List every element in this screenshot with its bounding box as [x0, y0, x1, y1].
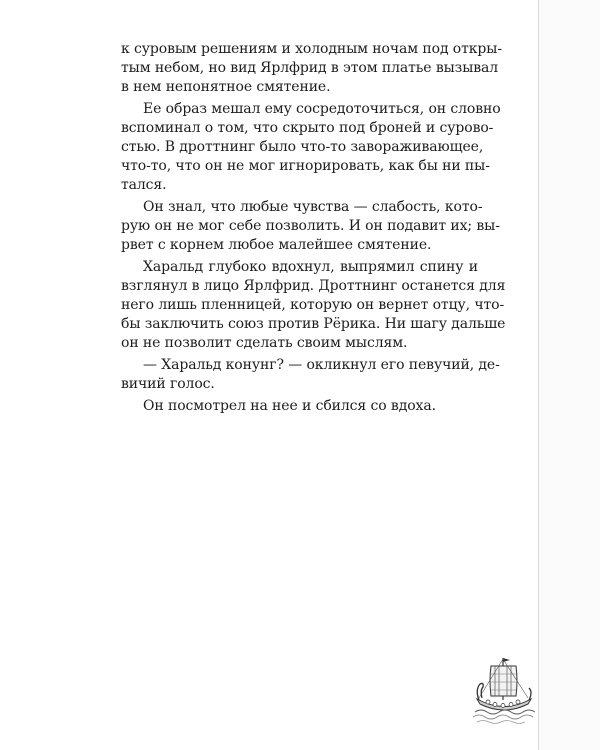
- paragraph-2: [121, 100, 501, 195]
- text-line: — Харальд конунг? — окликнул его певучий, де-: [143, 357, 500, 373]
- paragraph-4: [121, 258, 506, 353]
- page-margin: [539, 0, 600, 750]
- text-line: Ее образ мешал ему сосредоточиться, он словно: [143, 101, 501, 117]
- book-text: [121, 40, 506, 419]
- viking-ship-icon: [473, 654, 535, 724]
- text-line: тался.: [121, 177, 167, 193]
- text-line: вспоминал о том, что скрыто под броней и сурово-: [121, 120, 494, 136]
- text-line: Харальд глубоко вдохнул, выпрямил спину и: [143, 259, 478, 275]
- text-line: взглянул в лицо Ярлфрид. Дроттнинг останется для: [121, 278, 506, 294]
- paragraph-3: [121, 198, 500, 255]
- text-line: он не позволит сделать своим мыслям.: [121, 335, 408, 351]
- page-edge: [538, 0, 539, 750]
- text-line: рую он не мог себе позволить. И он подавит их; вы-: [121, 218, 500, 234]
- text-line: тым небом, но вид Ярлфрид в этом платье вызывал: [121, 60, 499, 76]
- text-line: что-то, что он не мог игнорировать, как бы ни пы-: [121, 158, 490, 174]
- text-line: в нем непонятное смятение.: [121, 79, 331, 95]
- text-line: стью. В дроттнинг было что-то завораживающее,: [121, 139, 484, 155]
- text-line: вичий голос.: [121, 376, 215, 392]
- text-line: Он посмотрел на нее и сбился со вдоха.: [143, 398, 436, 414]
- paragraph-6: [121, 397, 478, 416]
- text-line: бы заключить союз против Рёрика. Ни шагу дальше: [121, 316, 506, 332]
- text-line: Он знал, что любые чувства — слабость, кото-: [143, 199, 483, 215]
- text-line: него лишь пленницей, которую он вернет отцу, что-: [121, 297, 505, 313]
- text-line: рвет с корнем любое малейшее смятение.: [121, 237, 432, 253]
- paragraph-1: [121, 40, 502, 97]
- paragraph-5: [121, 356, 500, 394]
- text-line: к суровым решениям и холодным ночам под откры-: [121, 41, 502, 57]
